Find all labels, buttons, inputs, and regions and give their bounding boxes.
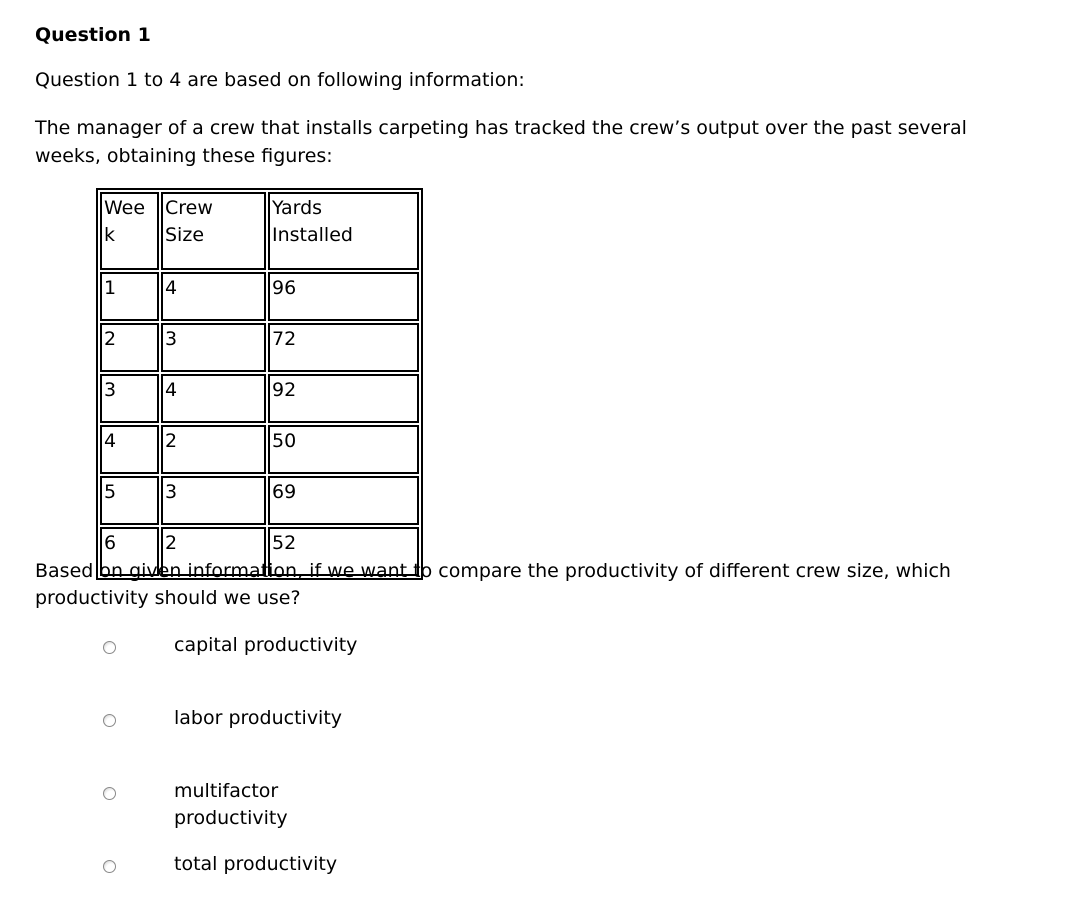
cell-crew-size: 2: [161, 527, 266, 576]
crew-output-table: [96, 188, 423, 580]
answer-option-multifactor-productivity[interactable]: [103, 778, 314, 832]
scenario-text: The manager of a crew that installs carpeting has tracked the crew’s output over the past several weeks, obtaining these figures:: [35, 117, 967, 167]
cell-yards: 92: [268, 374, 419, 423]
radio-button[interactable]: [103, 787, 116, 800]
table-row: [100, 425, 419, 474]
cell-yards: 69: [268, 476, 419, 525]
header-yards-installed: Yards Installed: [268, 192, 419, 270]
question-prompt: Based on given information, if we want to compare the productivity of different crew size, which productivity should we use?: [35, 560, 951, 609]
table-row: [100, 323, 419, 372]
cell-crew-size: 3: [161, 323, 266, 372]
cell-yards: 96: [268, 272, 419, 321]
option-label: capital productivity: [174, 634, 358, 656]
cell-yards: 52: [268, 527, 419, 576]
header-crew-size: Crew Size: [161, 192, 266, 270]
radio-button[interactable]: [103, 860, 116, 873]
option-label: total productivity: [174, 853, 338, 875]
option-label: multifactor productivity: [174, 780, 288, 829]
radio-button[interactable]: [103, 641, 116, 654]
header-week: Wee k: [100, 192, 159, 270]
cell-crew-size: 4: [161, 374, 266, 423]
cell-crew-size: 3: [161, 476, 266, 525]
answer-option-capital-productivity[interactable]: [103, 632, 374, 659]
option-label: labor productivity: [174, 707, 343, 729]
table-row: [100, 476, 419, 525]
question-intro: Question 1 to 4 are based on following information:: [35, 69, 525, 91]
cell-week: 1: [100, 272, 159, 321]
cell-week: 2: [100, 323, 159, 372]
answer-option-labor-productivity[interactable]: [103, 705, 374, 732]
cell-yards: 72: [268, 323, 419, 372]
cell-week: 3: [100, 374, 159, 423]
cell-crew-size: 2: [161, 425, 266, 474]
table-header-row: [100, 192, 419, 270]
answer-option-total-productivity[interactable]: [103, 851, 374, 878]
table-row: [100, 272, 419, 321]
question-title: Question 1: [35, 24, 151, 46]
table-row: [100, 374, 419, 423]
cell-yards: 50: [268, 425, 419, 474]
cell-crew-size: 4: [161, 272, 266, 321]
cell-week: 5: [100, 476, 159, 525]
radio-button[interactable]: [103, 714, 116, 727]
cell-week: 6: [100, 527, 159, 576]
cell-week: 4: [100, 425, 159, 474]
